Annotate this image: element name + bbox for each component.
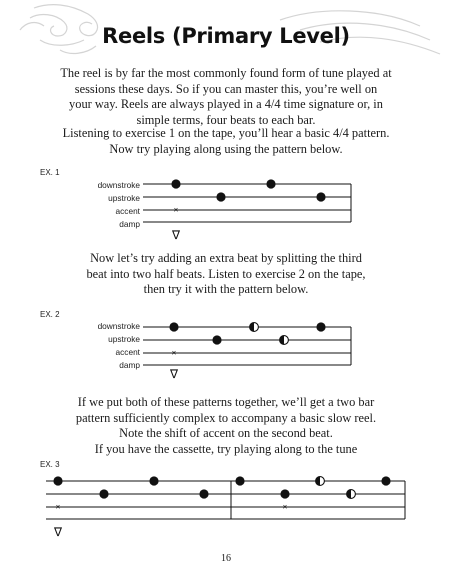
upstroke-note: [212, 335, 221, 344]
upstroke-note: [280, 489, 289, 498]
exercise-1-staff: [143, 179, 351, 242]
intro-line: your way. Reels are always played in a 4/4 time signature or, in: [69, 97, 383, 111]
row-label-downstroke: downstroke: [97, 180, 140, 190]
paragraph-3-line: If you have the cassette, try playing along to the tune: [94, 441, 358, 456]
damp-symbol: ∇: [53, 525, 63, 539]
row-label-accent: accent: [115, 206, 140, 216]
downstroke-note: [266, 179, 275, 188]
paragraph-2-line: then try it with the pattern below.: [143, 282, 309, 296]
paragraph-3-line: If we put both of these patterns together, we’ll get a two bar: [77, 395, 375, 409]
exercise-2-label: EX. 2: [40, 310, 60, 319]
row-label-damp: damp: [119, 360, 140, 370]
page-title: Reels (Primary Level): [102, 24, 350, 48]
accent-mark: ×: [171, 348, 177, 358]
exercise-2-staff: [143, 322, 351, 381]
downstroke-note: [316, 322, 325, 331]
paragraph-3-line: pattern sufficiently complex to accompany a basic slow reel.: [75, 410, 377, 425]
intro-line: simple terms, four beats to each bar.: [136, 112, 316, 127]
upstroke-note: [316, 192, 325, 201]
listen-line: Listening to exercise 1 on the tape, you’ll hear a basic 4/4 pattern.: [62, 126, 390, 140]
downstroke-note: [381, 476, 390, 485]
half-beat-downstroke-note: [316, 477, 325, 486]
exercise-3-label: EX. 3: [40, 460, 60, 469]
paragraph-2-line: beat into two half beats. Listen to exercise 2 on the tape,: [86, 266, 366, 281]
exercise-3-staff: [46, 476, 405, 539]
downstroke-note: [169, 322, 178, 331]
listen-line: Now try playing along using the pattern below.: [109, 141, 343, 156]
downstroke-note: [235, 476, 244, 485]
half-beat-downstroke-note: [250, 323, 259, 332]
half-beat-upstroke-note: [280, 336, 289, 345]
downstroke-note: [149, 476, 158, 485]
upstroke-note: [199, 489, 208, 498]
paragraph-2-line: Now let’s try adding an extra beat by splitting the third: [90, 251, 362, 265]
damp-symbol: ∇: [169, 367, 179, 381]
downstroke-note: [53, 476, 62, 485]
accent-mark: ×: [282, 502, 288, 512]
accent-mark: ×: [173, 205, 179, 215]
downstroke-note: [171, 179, 180, 188]
half-beat-upstroke-note: [347, 490, 356, 499]
exercise-1-label: EX. 1: [40, 168, 60, 177]
row-label-accent: accent: [115, 347, 140, 357]
intro-line: sessions these days. So if you can master this, you’re well on: [74, 81, 378, 96]
paragraph-3-line: Note the shift of accent on the second beat.: [119, 426, 333, 440]
upstroke-note: [99, 489, 108, 498]
damp-symbol: ∇: [171, 228, 181, 242]
accent-mark: ×: [55, 502, 61, 512]
row-label-downstroke: downstroke: [97, 321, 140, 331]
page-number: 16: [221, 553, 231, 564]
intro-line: The reel is by far the most commonly found form of tune played at: [60, 66, 392, 80]
row-label-upstroke: upstroke: [108, 334, 140, 344]
upstroke-note: [216, 192, 225, 201]
row-label-upstroke: upstroke: [108, 193, 140, 203]
row-label-damp: damp: [119, 219, 140, 229]
